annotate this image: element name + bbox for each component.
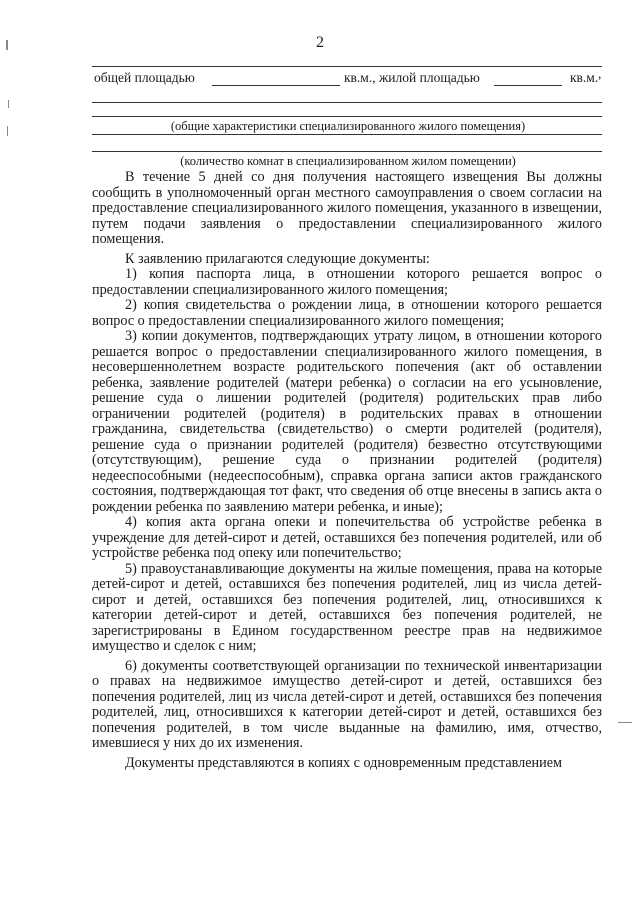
list-item: 6) документы соответствующей организации по технической инвентаризации о правах на недвижимое имущество детей-сирот и детей, оставшихся без попечения родителей, лиц из числа детей-сирот и детей, оставшихся без попечения родителей, лиц, относившихся к категории детей-сирот и детей, оставшихся без попечения родителей, в том числе выданные на фамилию, имя, отчество, имевшиеся у них до их изменения. — [92, 657, 602, 751]
caption-characteristics: (общие характеристики специализированного жилого помещения) — [170, 119, 526, 133]
blank-line[interactable] — [92, 116, 602, 117]
trailing-comma: , — [598, 66, 602, 81]
list-item: 5) правоустанавливающие документы на жилые помещения, права на которые детей-сирот и детей, оставшихся без попечения родителей, лиц из числа детей-сирот и детей, оставшихся без попечения родителей, лиц, относившихся к категории детей-сирот и детей, оставшихся без попечения родителей, не зарегистрированы в Едином государственном реестре прав на недвижимое имущество и сделок с ним; — [92, 560, 602, 654]
document-body — [92, 170, 602, 771]
scan-margin-mark — [618, 722, 632, 723]
blank-line[interactable] — [92, 102, 602, 103]
blank-line[interactable] — [92, 151, 602, 152]
scan-margin-mark — [8, 100, 9, 108]
blank-line — [92, 66, 602, 67]
scan-margin-mark — [7, 126, 8, 136]
scan-margin-mark — [6, 40, 8, 50]
blank-line[interactable] — [92, 134, 602, 135]
total-area-blank[interactable] — [212, 85, 340, 86]
page-number: 2 — [316, 34, 324, 51]
list-item: 1) копия паспорта лица, в отношении которого решается вопрос о предоставлении специализированного жилого помещения; — [92, 266, 602, 298]
area-label: общей площадью — [94, 70, 195, 85]
paragraph-attachments: К заявлению прилагаются следующие документы: — [125, 250, 430, 267]
area-row — [92, 66, 604, 88]
living-area-blank[interactable] — [494, 85, 562, 86]
paragraph-closing: Документы представляются в копиях с одновременным представлением — [125, 754, 563, 771]
caption-rooms: (количество комнат в специализированном жилом помещении) — [180, 154, 516, 168]
living-area-label: кв.м., жилой площадью — [344, 70, 480, 85]
paragraph-intro: В течение 5 дней со дня получения настоящего извещения Вы должны сообщить в уполномоченный орган местного самоуправления о своем согласии на предоставление специализированного жилого помещения, указанного в извещении, путем подачи заявления о предоставлении специализированного жилого помещения. — [92, 169, 602, 247]
list-item: 2) копия свидетельства о рождении лица, в отношении которого решается вопрос о предоставлении специализированного жилого помещения; — [92, 297, 602, 329]
list-item: 4) копия акта органа опеки и попечительства об устройстве ребенка в учреждение для детей-сирот и детей, оставшихся без попечения родителей, или об устройстве ребенка под опеку или попечительство; — [92, 514, 602, 561]
list-item: 3) копии документов, подтверждающих утрату лицом, в отношении которого решается вопрос о предоставлении специализированного жилого помещения, в несовершеннолетнем возрасте родительского попечения (акт об оставлении ребенка, заявление родителей (матери ребенка) о согласии на его усыновление, решение суда о лишении родителей (родителя) родительских прав либо ограничении родителей (родителя) в родительских правах в отношении гражданина, свидетельства (свидетельство) о смерти родителей (родителя), решение суда о признании родителей (родителя) безвестно отсутствующими (отсутствующим), решение суда о признании родителей (родителя) недееспособными (недееспособным), справка органа записи актов гражданского состояния, подтверждающая тот факт, что сведения об отце внесены в запись акта о рождении ребенка по заявлению матери ребенка, и иные); — [92, 328, 602, 515]
sqm-label: кв.м. — [570, 70, 599, 85]
